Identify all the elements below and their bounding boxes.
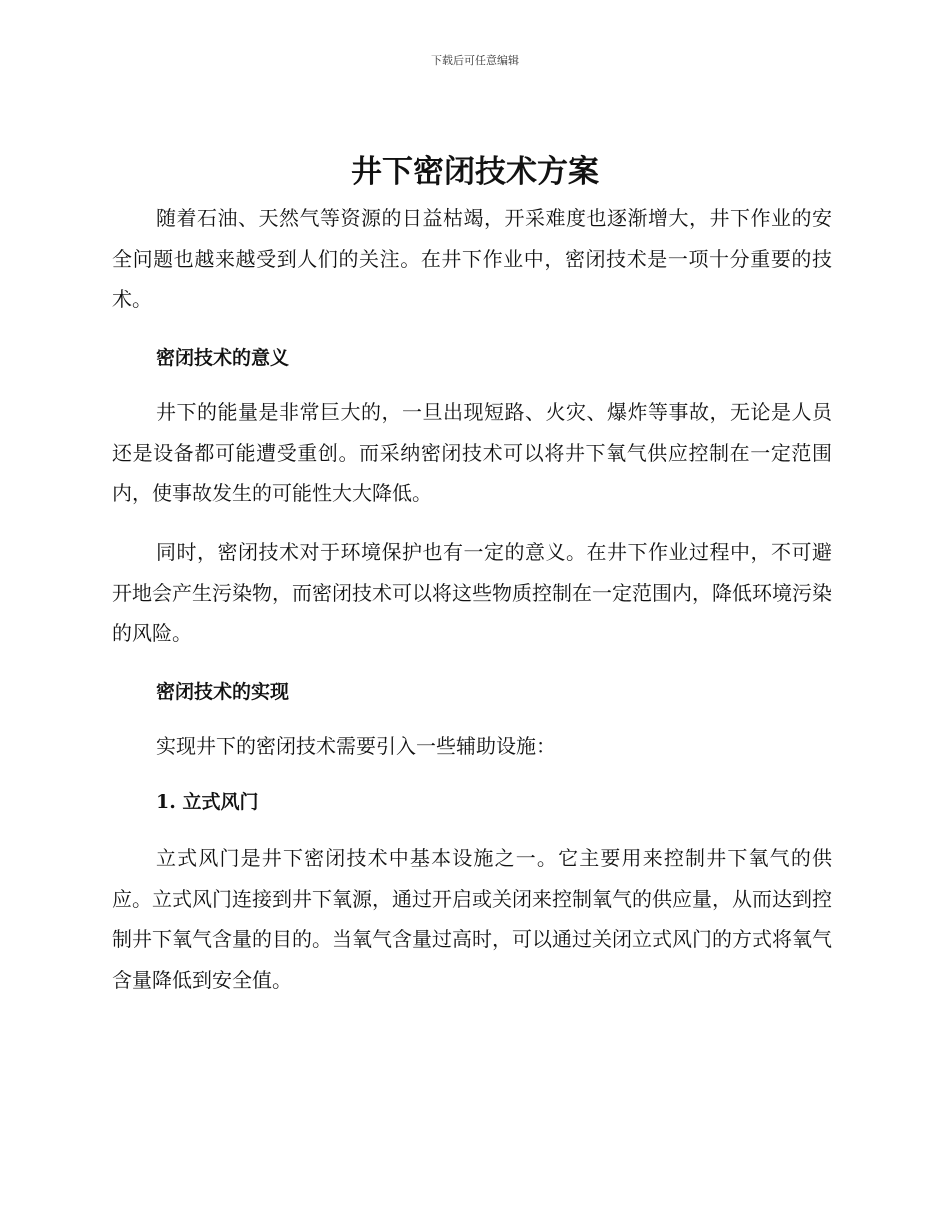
page-header-note: 下载后可任意编辑: [431, 54, 519, 67]
section-heading-significance: 密闭技术的意义: [156, 347, 290, 369]
section-heading-implementation: 密闭技术的实现: [156, 681, 290, 703]
significance-paragraph-2: 同时，密闭技术对于环境保护也有一定的意义。在井下作业过程中，不可避开地会产生污染物，而密闭技术可以将这些物质控制在一定范围内，降低环境污染的风险。: [112, 540, 832, 645]
vertical-air-door-paragraph: 立式风门是井下密闭技术中基本设施之一。它主要用来控制井下氧气的供应。立式风门连接到井下氧源，通过开启或关闭来控制氧气的供应量，从而达到控制井下氧气含量的目的。当氧气含量过高时，可以通过关闭立式风门的方式将氧气含量降低到安全值。: [112, 846, 832, 992]
significance-paragraph-1: 井下的能量是非常巨大的，一旦出现短路、火灾、爆炸等事故，无论是人员还是设备都可能遭受重创。而采纳密闭技术可以将井下氧气供应控制在一定范围内，使事故发生的可能性大大降低。: [112, 400, 832, 505]
document-title: 井下密闭技术方案: [351, 154, 599, 190]
subsection-heading-vertical-air-door: 1. 立式风门: [156, 791, 259, 813]
intro-paragraph: 随着石油、天然气等资源的日益枯竭，开采难度也逐渐增大，井下作业的安全问题也越来越受到人们的关注。在井下作业中，密闭技术是一项十分重要的技术。: [112, 206, 832, 311]
implementation-intro: 实现井下的密闭技术需要引入一些辅助设施：: [156, 734, 556, 758]
